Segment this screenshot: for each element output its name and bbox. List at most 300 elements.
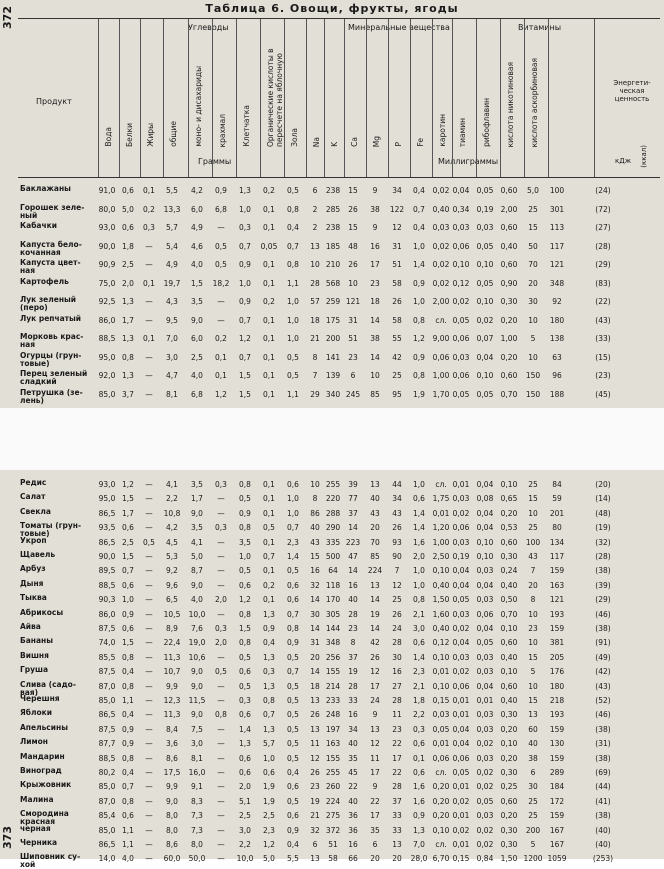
table-cell: 130 — [549, 739, 565, 749]
table-cell: 11 — [392, 710, 402, 720]
table-cell: 87,7 — [98, 739, 116, 749]
table-cell: 0,60 — [500, 537, 518, 547]
table-cell: 25 — [528, 811, 538, 821]
table-cell: 0,04 — [476, 352, 494, 362]
table-cell: 59 — [552, 494, 562, 504]
table-cell: 167 — [549, 825, 565, 835]
table-cell: 4,9 — [166, 260, 178, 269]
table-cell: 90,3 — [98, 595, 116, 605]
table-cell: 13 — [370, 480, 380, 489]
table-cell: 0,6 — [263, 768, 275, 777]
table-cell: 96 — [552, 371, 562, 380]
table-cell: 0,30 — [500, 552, 518, 561]
table-cell: 0,20 — [500, 753, 518, 763]
table-cell: 27 — [392, 681, 402, 691]
table-cell: 4,1 — [191, 537, 203, 547]
table-row — [18, 186, 660, 196]
table-cell: 1,3 — [122, 371, 134, 380]
table-cell: 0,3 — [239, 223, 251, 232]
table-cell: 20 — [392, 854, 402, 864]
header-column-separator — [594, 19, 595, 177]
table-cell: — — [145, 260, 153, 269]
product-name: Вишня — [20, 650, 49, 660]
table-cell: 1,3 — [122, 334, 134, 343]
table-cell: 40 — [348, 595, 358, 605]
table-cell: 0,4 — [122, 710, 134, 720]
table-cell: 200 — [525, 825, 541, 835]
table-cell: — — [145, 371, 153, 380]
table-cell: 4,6 — [191, 241, 203, 251]
table-cell: 18 — [310, 315, 320, 325]
table-cell: 6 — [312, 840, 318, 849]
table-cell: — — [145, 696, 153, 705]
table-cell: 0,8 — [287, 624, 299, 633]
table-cell: 11 — [370, 753, 380, 763]
header-column-separator — [306, 19, 307, 177]
table-cell: 0,30 — [500, 840, 518, 849]
product-name: Картофель — [20, 276, 69, 286]
table-cell: — — [217, 223, 225, 232]
table-cell: 122 — [389, 204, 405, 214]
table-cell: 0,04 — [452, 638, 470, 648]
product-name: Перец зеленый сладкий — [20, 369, 88, 386]
table-cell: 0,20 — [432, 796, 450, 806]
table-cell: (39) — [595, 580, 611, 590]
table-cell: 12,3 — [163, 696, 181, 705]
table-header — [18, 18, 660, 178]
minerals-group-header: Минеральные вещества — [348, 23, 450, 32]
column-header: кислота никотиновая — [506, 61, 515, 147]
table-cell: 0,02 — [452, 508, 470, 518]
table-cell: 25 — [528, 523, 538, 533]
product-header: Продукт — [36, 97, 72, 106]
table-cell: 26 — [370, 652, 380, 662]
product-name: Малина — [20, 794, 54, 804]
table-cell: 10,0 — [236, 854, 254, 864]
table-cell: 26 — [392, 297, 402, 306]
table-cell: 0,9 — [122, 724, 134, 734]
table-cell: 0,7 — [287, 609, 299, 619]
table-cell: 0,40 — [500, 580, 518, 590]
table-cell: 50 — [528, 241, 538, 251]
table-cell: (27) — [595, 223, 611, 232]
table-cell: 1,2 — [122, 480, 134, 489]
table-cell: 31 — [392, 241, 402, 251]
table-cell: (69) — [595, 768, 611, 777]
table-cell: — — [145, 739, 153, 749]
table-cell: 22 — [392, 739, 402, 749]
product-name: Шиповник су- хой — [20, 852, 81, 869]
table-cell: 5,1 — [239, 796, 251, 806]
table-cell: 13 — [310, 724, 320, 734]
table-cell: (14) — [595, 494, 611, 504]
table-cell: 255 — [325, 768, 341, 777]
table-cell: 238 — [325, 223, 341, 232]
table-cell: 0,4 — [287, 223, 299, 232]
table-cell: 0,01 — [452, 840, 470, 849]
table-cell: 12 — [370, 739, 380, 749]
table-cell: 0,4 — [122, 667, 134, 677]
header-column-separator — [410, 19, 411, 177]
product-name: Кабачки — [20, 221, 57, 230]
header-column-separator — [284, 19, 285, 177]
table-cell: 6,8 — [215, 204, 227, 214]
table-cell: 1,3 — [122, 297, 134, 306]
table-cell: 3,5 — [191, 480, 203, 489]
table-cell: 44 — [392, 480, 402, 489]
table-cell: 19 — [310, 796, 320, 806]
table-cell: 87,5 — [98, 624, 116, 633]
table-cell: 0,05 — [476, 796, 494, 806]
table-cell: 10 — [528, 638, 538, 648]
table-cell: 0,02 — [476, 782, 494, 792]
table-cell: 87,0 — [98, 681, 116, 691]
table-cell: 2,0 — [413, 552, 425, 561]
table-cell: 0,8 — [413, 315, 425, 325]
table-cell: 0,06 — [452, 681, 470, 691]
table-cell: 13 — [310, 241, 320, 251]
table-cell: 10 — [528, 681, 538, 691]
product-name: Петрушка (зе- лень) — [20, 387, 83, 405]
table-cell: 0,84 — [476, 854, 494, 864]
table-cell: 290 — [325, 523, 341, 533]
table-cell: (83) — [595, 278, 611, 288]
table-cell: 12 — [392, 580, 402, 590]
table-cell: 80 — [552, 523, 562, 533]
table-cell: — — [145, 811, 153, 821]
table-cell: 0,60 — [500, 260, 518, 269]
top-page — [0, 0, 664, 408]
product-name: Укроп — [20, 535, 47, 545]
product-name: Томаты (грун- товые) — [20, 521, 82, 539]
table-cell: 1,1 — [122, 696, 134, 705]
table-cell: 348 — [549, 278, 565, 288]
table-cell: — — [145, 352, 153, 362]
table-cell: (40) — [595, 840, 611, 849]
table-cell: 28 — [392, 638, 402, 648]
table-cell: 85,0 — [98, 696, 116, 705]
table-row — [18, 239, 660, 257]
table-cell: 10 — [528, 508, 538, 518]
table-cell: 8,0 — [166, 825, 178, 835]
table-cell: 0,06 — [432, 753, 450, 763]
table-cell: 17 — [370, 811, 380, 821]
table-cell: 0,6 — [239, 768, 251, 777]
table-cell: 0,02 — [452, 796, 470, 806]
table-cell: 0,5 — [287, 566, 299, 576]
table-cell: 0,6 — [413, 768, 425, 777]
table-cell: 113 — [549, 223, 565, 232]
table-cell: 34 — [392, 186, 402, 195]
product-name: Слива (садо- вая) — [20, 679, 76, 697]
table-cell: 0,8 — [122, 796, 134, 806]
table-cell: 144 — [325, 624, 341, 633]
table-cell: 1,70 — [432, 389, 450, 399]
table-cell: 75,0 — [98, 278, 116, 288]
table-cell: 0,10 — [500, 624, 518, 633]
table-cell: 10 — [310, 260, 320, 269]
table-cell: 289 — [549, 768, 565, 777]
table-cell: (33) — [595, 334, 611, 343]
table-cell: 36 — [348, 825, 358, 835]
table-cell: 85,0 — [98, 389, 116, 399]
table-row — [18, 202, 660, 220]
table-cell: 9 — [372, 782, 378, 792]
table-cell: 1,6 — [413, 782, 425, 792]
table-cell: 0,06 — [476, 609, 494, 619]
table-cell: сл. — [435, 480, 447, 489]
table-cell: 0,6 — [122, 580, 134, 590]
table-cell: 1,6 — [413, 796, 425, 806]
table-cell: 1,0 — [287, 508, 299, 518]
table-cell: 0,06 — [452, 241, 470, 251]
table-cell: 43 — [392, 508, 402, 518]
table-row — [18, 595, 660, 605]
table-cell: 0,1 — [263, 494, 275, 504]
table-cell: 0,6 — [239, 710, 251, 720]
header-column-separator — [98, 19, 99, 177]
table-cell: 4,3 — [166, 297, 178, 306]
table-cell: 0,1 — [215, 371, 227, 380]
table-cell: 0,10 — [500, 480, 518, 489]
table-cell: 32 — [310, 825, 320, 835]
table-cell: 55 — [392, 334, 402, 343]
table-cell: 223 — [345, 537, 361, 547]
table-cell: 0,20 — [432, 811, 450, 821]
table-cell: 12 — [370, 667, 380, 677]
table-cell: 0,04 — [476, 580, 494, 590]
table-cell: 88,5 — [98, 753, 116, 763]
table-cell: — — [145, 523, 153, 533]
table-cell: 17,5 — [163, 768, 181, 777]
table-cell: 0,5 — [287, 796, 299, 806]
table-cell: 85,0 — [98, 782, 116, 792]
table-cell: 0,4 — [287, 840, 299, 849]
table-cell: 0,02 — [476, 840, 494, 849]
table-cell: 3,0 — [191, 739, 203, 749]
table-cell: 0,30 — [500, 768, 518, 777]
table-cell: 0,1 — [263, 223, 275, 232]
table-cell: 0,20 — [500, 811, 518, 821]
table-cell: 0,07 — [476, 334, 494, 343]
table-cell: 1,5 — [191, 278, 203, 288]
table-cell: 37 — [348, 508, 358, 518]
product-name: Лук репчатый — [20, 313, 82, 323]
table-cell: 25 — [528, 480, 538, 489]
table-cell: 0,6 — [287, 595, 299, 605]
table-cell: 88,5 — [98, 334, 116, 343]
table-cell: 0,03 — [432, 223, 450, 232]
table-cell: 0,6 — [122, 186, 134, 195]
table-cell: 17 — [370, 681, 380, 691]
table-cell: (43) — [595, 681, 611, 691]
table-cell: 33 — [392, 811, 402, 821]
table-row — [18, 624, 660, 634]
table-cell: 9,6 — [166, 580, 178, 590]
table-cell: 1,0 — [287, 494, 299, 504]
vitamins-group-header: Витамины — [518, 23, 562, 32]
table-cell: 197 — [325, 724, 341, 734]
table-cell: 155 — [325, 753, 341, 763]
table-cell: — — [217, 494, 225, 504]
table-cell: — — [145, 796, 153, 806]
table-cell: 22 — [370, 796, 380, 806]
table-cell: 6 — [530, 768, 536, 777]
table-cell: 0,34 — [452, 204, 470, 214]
table-cell: 0,60 — [500, 638, 518, 648]
table-row — [18, 751, 660, 764]
table-cell: 16 — [348, 710, 358, 720]
table-cell: 26 — [348, 204, 358, 214]
table-cell: 0,6 — [413, 739, 425, 749]
table-cell: 30 — [310, 609, 320, 619]
table-cell: 0,53 — [500, 523, 518, 533]
table-cell: (52) — [595, 696, 611, 705]
table-cell: 86,0 — [98, 609, 116, 619]
table-cell: 12 — [392, 223, 402, 232]
table-cell: 70 — [528, 260, 538, 269]
table-cell: — — [145, 389, 153, 399]
table-cell: 4,0 — [122, 854, 134, 864]
table-cell: 5,0 — [527, 186, 539, 195]
table-cell: 7 — [312, 371, 318, 380]
table-cell: 86,0 — [98, 315, 116, 325]
table-cell: 0,8 — [287, 204, 299, 214]
product-name: Огурцы (грун- товые) — [20, 350, 82, 368]
table-cell: 0,05 — [452, 595, 470, 605]
table-cell: 23 — [310, 782, 320, 792]
table-cell: 6,5 — [166, 595, 178, 605]
table-cell: 0,01 — [452, 696, 470, 705]
table-cell: 0,6 — [287, 811, 299, 821]
table-cell: 1,5 — [122, 494, 134, 504]
table-cell: 1,0 — [122, 595, 134, 605]
table-cell: 0,4 — [287, 768, 299, 777]
header-column-separator — [119, 19, 120, 177]
table-cell: 121 — [549, 595, 565, 605]
table-cell: 1059 — [547, 854, 567, 864]
table-cell: 93,0 — [98, 223, 116, 232]
table-cell: 10 — [370, 371, 380, 380]
table-cell: (20) — [595, 480, 611, 489]
table-cell: 159 — [549, 811, 565, 821]
table-cell: 8,6 — [166, 840, 178, 849]
table-cell: 23 — [392, 724, 402, 734]
table-cell: 176 — [549, 667, 565, 677]
table-cell: 6 — [372, 840, 378, 849]
table-cell: 0,1 — [263, 204, 275, 214]
table-cell: 0,10 — [432, 566, 450, 576]
product-name: Капуста бело- кочанная — [20, 239, 82, 257]
table-cell: 2,0 — [215, 595, 227, 605]
table-cell: 38 — [370, 204, 380, 214]
table-cell: 4,0 — [191, 371, 203, 380]
bottom-page — [0, 470, 664, 869]
table-cell: 8,7 — [191, 566, 203, 576]
table-cell: 1,0 — [287, 297, 299, 306]
table-row — [18, 667, 660, 677]
table-cell: 1,8 — [413, 696, 425, 705]
table-cell: 1,5 — [239, 371, 251, 380]
table-cell: 159 — [549, 624, 565, 633]
table-cell: (38) — [595, 624, 611, 633]
table-cell: 185 — [325, 241, 341, 251]
table-cell: 13 — [310, 854, 320, 864]
table-cell: — — [145, 595, 153, 605]
table-cell: 1,0 — [263, 753, 275, 763]
table-row — [18, 313, 660, 326]
table-cell: 9,9 — [166, 782, 178, 792]
table-cell: 1,4 — [413, 260, 425, 269]
table-cell: 2,3 — [287, 537, 299, 547]
table-cell: — — [145, 566, 153, 576]
table-cell: 16 — [348, 580, 358, 590]
table-cell: 1,6 — [413, 537, 425, 547]
table-cell: 86 — [310, 508, 320, 518]
table-cell: 0,02 — [476, 739, 494, 749]
table-cell: 10 — [528, 315, 538, 325]
table-cell: — — [217, 840, 225, 849]
column-header: Жиры — [146, 123, 155, 147]
table-cell: 11,3 — [163, 652, 181, 662]
table-cell: 25 — [392, 371, 402, 380]
table-cell: 0,8 — [122, 352, 134, 362]
table-cell: 0,2 — [263, 580, 275, 590]
table-cell: 0,5 — [215, 241, 227, 251]
table-cell: 0,6 — [239, 753, 251, 763]
table-cell: 0,5 — [239, 566, 251, 576]
table-cell: 13 — [370, 580, 380, 590]
table-cell: 0,7 — [263, 710, 275, 720]
table-cell: 0,01 — [432, 667, 450, 677]
table-cell: 0,5 — [287, 710, 299, 720]
table-cell: 10,0 — [188, 609, 206, 619]
table-cell: 224 — [367, 566, 383, 576]
table-cell: 0,7 — [263, 552, 275, 561]
table-cell: 1,2 — [239, 595, 251, 605]
table-cell: 5 — [530, 667, 536, 677]
table-cell: 0,12 — [432, 638, 450, 648]
table-cell: 0,6 — [287, 580, 299, 590]
table-cell: 0,03 — [452, 223, 470, 232]
table-cell: 0,3 — [215, 624, 227, 633]
table-cell: 150 — [525, 389, 541, 399]
product-name: Арбуз — [20, 564, 46, 574]
table-cell: 10 — [310, 480, 320, 489]
table-cell: — — [145, 609, 153, 619]
table-cell: — — [217, 552, 225, 561]
table-cell: 0,7 — [239, 241, 251, 251]
column-header: Вода — [104, 127, 113, 147]
table-cell: 15 — [528, 223, 538, 232]
table-cell: 0,10 — [500, 667, 518, 677]
table-cell: 0,3 — [215, 480, 227, 489]
carbs-group-header: Углеводы — [188, 23, 229, 32]
table-cell: 167 — [549, 840, 565, 849]
table-cell: 90,9 — [98, 260, 116, 269]
table-cell: 0,03 — [476, 566, 494, 576]
table-cell: 29 — [310, 389, 320, 399]
table-cell: 224 — [325, 796, 341, 806]
table-cell: — — [145, 508, 153, 518]
table-cell: 0,8 — [239, 523, 251, 533]
table-cell: — — [217, 854, 225, 864]
table-cell: — — [217, 297, 225, 306]
table-cell: 0,04 — [476, 508, 494, 518]
table-cell: 159 — [549, 566, 565, 576]
table-cell: — — [217, 580, 225, 590]
table-cell: (38) — [595, 753, 611, 763]
